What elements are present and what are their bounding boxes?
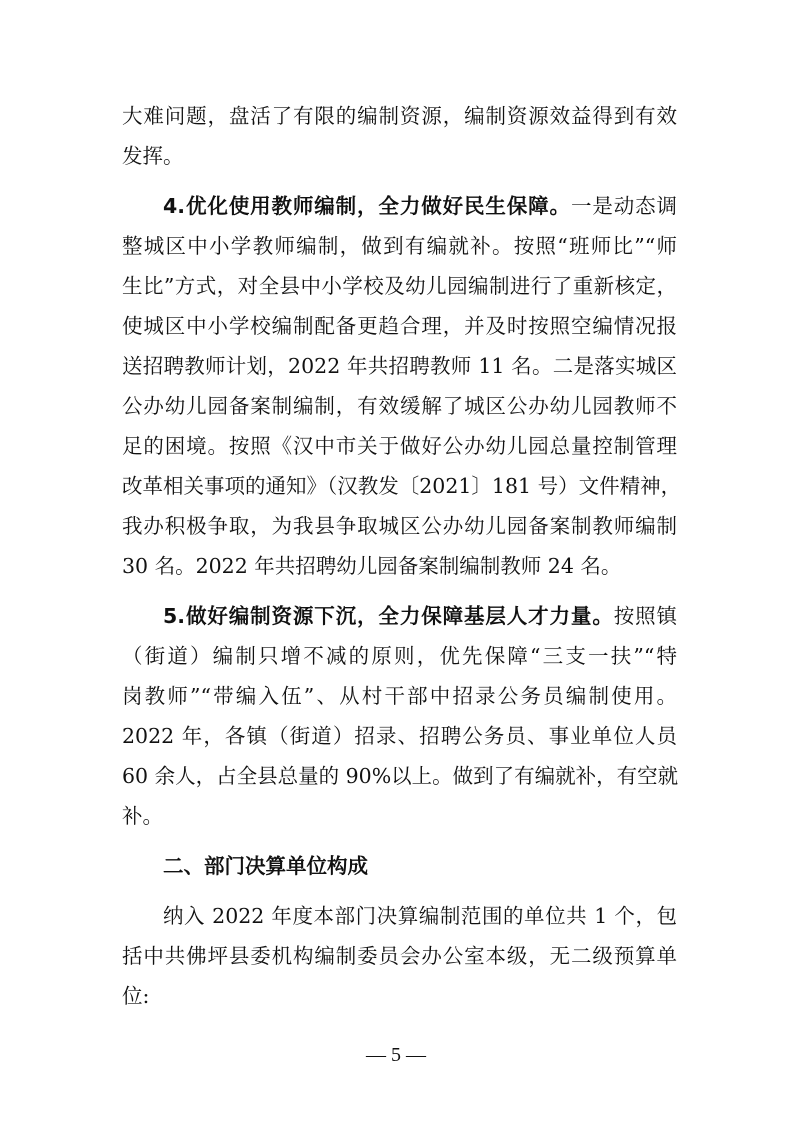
paragraph-line (163, 186, 677, 226)
paragraph-line: 2022 年，各镇（街道）招录、招聘公务员、事业单位人员 (122, 724, 677, 748)
paragraph-line: 位: (122, 984, 150, 1008)
paragraph-line: 岗教师”“带编入伍”、从村干部中招录公务员编制使用。 (122, 684, 677, 708)
paragraph-line: 改革相关事项的通知》（汉教发〔2021〕181 号）文件精神， (122, 474, 682, 498)
section-4-lead: 一是动态调 (570, 194, 677, 218)
paragraph-line: 整城区中小学教师编制，做到有编就补。按照“班师比”“师 (122, 234, 677, 258)
paragraph-line: 补。 (122, 804, 163, 828)
paragraph-line: 送招聘教师计划，2022 年共招聘教师 11 名。二是落实城区 (122, 354, 677, 378)
paragraph-line: 使城区中小学校编制配备更趋合理，并及时按照空编情况报 (122, 314, 677, 338)
paragraph-line (163, 596, 677, 636)
paragraph-line: 纳入 2022 年度本部门决算编制范围的单位共 1 个，包 (163, 904, 677, 928)
paragraph-line: 我办积极争取，为我县争取城区公办幼儿园备案制教师编制 (122, 514, 677, 538)
section-4-heading: 4.优化使用教师编制，全力做好民生保障。 (163, 194, 571, 218)
paragraph-line: 括中共佛坪县委机构编制委员会办公室本级，无二级预算单 (122, 944, 677, 968)
paragraph-line: （街道）编制只增不减的原则，优先保障“三支一扶”“特 (122, 644, 677, 668)
section-heading-unit-composition: 二、部门决算单位构成 (163, 854, 368, 878)
page-number: — 5 — (366, 1044, 426, 1066)
paragraph-line: 发挥。 (122, 144, 184, 168)
paragraph-line: 60 余人，占全县总量的 90%以上。做到了有编就补，有空就 (122, 764, 679, 788)
paragraph-line: 30 名。2022 年共招聘幼儿园备案制编制教师 24 名。 (122, 554, 622, 578)
paragraph-line: 大难问题，盘活了有限的编制资源，编制资源效益得到有效 (122, 104, 677, 128)
paragraph-line: 足的困境。按照《汉中市关于做好公办幼儿园总量控制管理 (122, 434, 677, 458)
paragraph-line: 生比”方式，对全县中小学校及幼儿园编制进行了重新核定， (122, 274, 677, 298)
paragraph-line: 公办幼儿园备案制编制，有效缓解了城区公办幼儿园教师不 (122, 394, 677, 418)
section-5-lead: 按照镇 (613, 604, 677, 628)
section-5-heading: 5.做好编制资源下沉，全力保障基层人才力量。 (163, 604, 614, 628)
